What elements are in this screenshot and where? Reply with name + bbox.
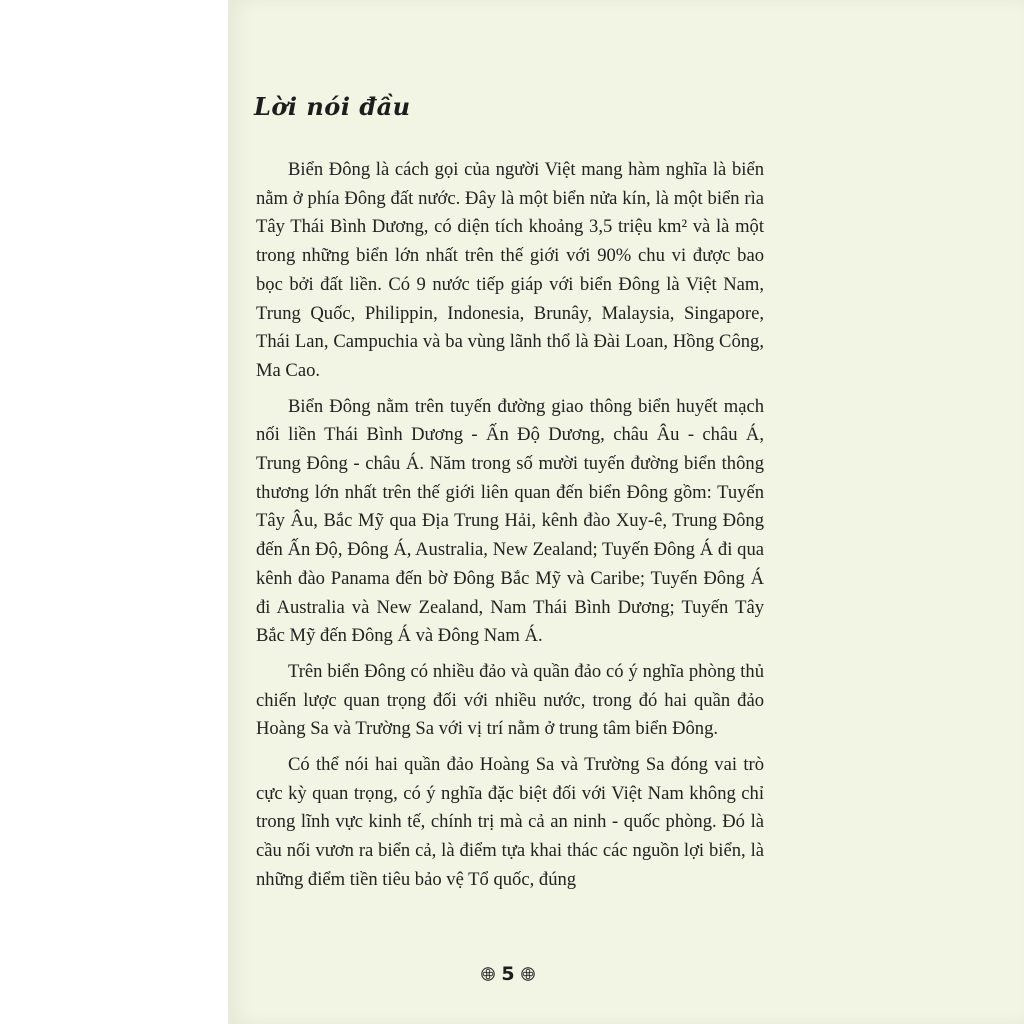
flower-ornament-icon: [481, 967, 495, 981]
page-footer: [468, 960, 548, 988]
paragraph: Có thể nói hai quần đảo Hoàng Sa và Trường Sa đóng vai trò cực kỳ quan trọng, có ý nghĩa đặc biệt đối với Việt Nam không chỉ trong lĩnh vực kinh tế, chính trị mà cả an ninh - quốc phòng. Đó là cầu nối vươn ra biển cả, là điểm tựa khai thác các nguồn lợi biển, là những điểm tiền tiêu bảo vệ Tổ quốc, đúng: [256, 754, 764, 890]
flower-ornament-icon: [521, 967, 535, 981]
page-number: 5: [501, 963, 515, 985]
body-text: [256, 156, 764, 902]
paragraph: Biển Đông nằm trên tuyến đường giao thông biển huyết mạch nối liền Thái Bình Dương - Ấn Độ Dương, châu Âu - châu Á, Trung Đông - châu Á. Năm trong số mười tuyến đường biển thông thương lớn nhất trên thế giới liên quan đến biển Đông gồm: Tuyến Tây Âu, Bắc Mỹ qua Địa Trung Hải, kênh đào Xuy-ê, Trung Đông đến Ấn Độ, Đông Á, Australia, New Zealand; Tuyến Đông Á đi qua kênh đào Panama đến bờ Đông Bắc Mỹ và Caribe; Tuyến Đông Á đi Australia và New Zealand, Nam Thái Bình Dương; Tuyến Tây Bắc Mỹ đến Đông Á và Đông Nam Á.: [256, 395, 764, 647]
paragraph: Trên biển Đông có nhiều đảo và quần đảo có ý nghĩa phòng thủ chiến lược quan trọng đối với nhiều nước, trong đó hai quần đảo Hoàng Sa và Trường Sa với vị trí nằm ở trung tâm biển Đông.: [256, 660, 764, 740]
paragraph: Biển Đông là cách gọi của người Việt mang hàm nghĩa là biển nằm ở phía Đông đất nước. Đây là một biển nửa kín, là một biển rìa Tây Thái Bình Dương, có diện tích khoảng 3,5 triệu km² và là một trong những biển lớn nhất trên thế giới với 90% chu vi được bao bọc bởi đất liền. Có 9 nước tiếp giáp với biển Đông là Việt Nam, Trung Quốc, Philippin, Indonesia, Brunây, Malaysia, Singapore, Thái Lan, Campuchia và ba vùng lãnh thổ là Đài Loan, Hồng Công, Ma Cao.: [256, 159, 764, 381]
page-heading: Lời nói đầu: [254, 92, 411, 121]
